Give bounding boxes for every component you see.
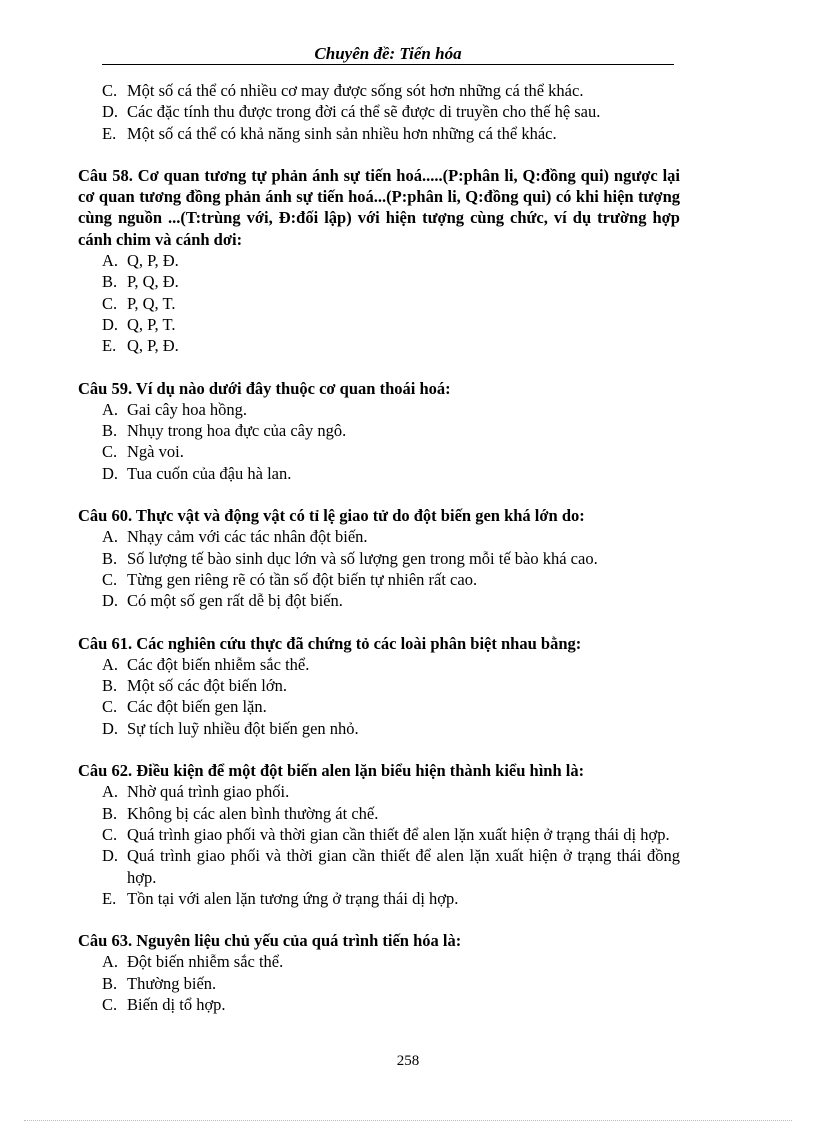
question-59 bbox=[78, 378, 680, 484]
question-63 bbox=[78, 930, 680, 1015]
option bbox=[78, 569, 680, 590]
option-text: Q, P, Đ. bbox=[127, 336, 179, 356]
option bbox=[78, 399, 680, 420]
option-letter: E. bbox=[102, 888, 117, 908]
question-61 bbox=[78, 633, 680, 739]
option-letter: D. bbox=[102, 102, 119, 122]
option-text: Tồn tại với alen lặn tương ứng ở trạng thái dị hợp. bbox=[127, 888, 459, 908]
option-text: Một số các đột biến lớn. bbox=[127, 676, 287, 696]
option bbox=[78, 994, 680, 1015]
option-text: Các đặc tính thu được trong đời cá thể sẽ được di truyền cho thế hệ sau. bbox=[127, 102, 601, 122]
option-text: Nhụy trong hoa đực của cây ngô. bbox=[127, 421, 347, 441]
option-letter: D. bbox=[102, 314, 119, 334]
option-letter: B. bbox=[102, 676, 118, 696]
option-text: P, Q, Đ. bbox=[127, 272, 179, 292]
option bbox=[78, 888, 680, 909]
option bbox=[78, 80, 680, 101]
option-text: Quá trình giao phối và thời gian cần thiết để alen lặn xuất hiện ở trạng thái dị hợp. bbox=[127, 824, 670, 844]
page-content bbox=[78, 80, 680, 1015]
option bbox=[78, 335, 680, 356]
option-text: Không bị các alen bình thường át chế. bbox=[127, 803, 379, 823]
page-header bbox=[102, 44, 674, 65]
option-letter: A. bbox=[102, 782, 119, 802]
question-stem: Câu 61. Các nghiên cứu thực đã chứng tỏ các loài phân biệt nhau bằng: bbox=[78, 633, 582, 653]
option bbox=[78, 718, 680, 739]
option-letter: C. bbox=[102, 442, 118, 462]
question-stem: Câu 62. Điều kiện để một đột biến alen lặn biểu hiện thành kiểu hình là: bbox=[78, 761, 585, 781]
option-letter: C. bbox=[102, 293, 118, 313]
option-text: Biến dị tổ hợp. bbox=[127, 994, 226, 1014]
option-letter: D. bbox=[102, 718, 119, 738]
option-letter: A. bbox=[102, 952, 119, 972]
option bbox=[78, 803, 680, 824]
option bbox=[78, 314, 680, 335]
option-text: Có một số gen rất dễ bị đột biến. bbox=[127, 591, 343, 611]
page-bottom-divider bbox=[24, 1120, 792, 1121]
option bbox=[78, 123, 680, 144]
question-60 bbox=[78, 505, 680, 611]
option-text: Một số cá thể có nhiều cơ may được sống sót hơn những cá thể khác. bbox=[127, 81, 584, 100]
option-text: Tua cuốn của đậu hà lan. bbox=[127, 463, 292, 483]
option bbox=[78, 441, 680, 462]
question-62 bbox=[78, 760, 680, 909]
option-letter: E. bbox=[102, 336, 117, 356]
question-stem: Câu 59. Ví dụ nào dưới đây thuộc cơ quan thoái hoá: bbox=[78, 378, 451, 398]
option bbox=[78, 548, 680, 569]
option-text: Ngà voi. bbox=[127, 442, 184, 462]
option bbox=[78, 824, 680, 845]
option-letter: C. bbox=[102, 81, 118, 100]
option-letter: C. bbox=[102, 569, 118, 589]
option-text: Gai cây hoa hồng. bbox=[127, 399, 248, 419]
option-letter: A. bbox=[102, 399, 119, 419]
option bbox=[78, 250, 680, 271]
option-text: Đột biến nhiễm sắc thể. bbox=[127, 952, 284, 972]
option-text: Quá trình giao phối và thời gian cần thiết để alen lặn xuất hiện ở trạng thái đồng hợp. bbox=[127, 846, 680, 887]
option-text: Các đột biến gen lặn. bbox=[127, 697, 267, 717]
option-letter: A. bbox=[102, 654, 119, 674]
question-58 bbox=[78, 165, 680, 357]
option-text: Số lượng tế bào sinh dục lớn và số lượng gen trong mỗi tế bào khá cao. bbox=[127, 548, 598, 568]
option bbox=[78, 420, 680, 441]
option-letter: D. bbox=[102, 463, 119, 483]
option bbox=[78, 293, 680, 314]
option-letter: C. bbox=[102, 824, 118, 844]
option-text: Sự tích luỹ nhiều đột biến gen nhỏ. bbox=[127, 718, 359, 738]
option bbox=[78, 101, 680, 122]
page-number: 258 bbox=[396, 1053, 420, 1069]
option-letter: C. bbox=[102, 697, 118, 717]
option-text: Từng gen riêng rẽ có tần số đột biến tự nhiên rất cao. bbox=[127, 569, 478, 589]
option-letter: D. bbox=[102, 846, 119, 866]
option-text: Các đột biến nhiễm sắc thể. bbox=[127, 654, 310, 674]
option-text: P, Q, T. bbox=[127, 293, 176, 313]
option-letter: B. bbox=[102, 548, 118, 568]
question-stem: Câu 63. Nguyên liệu chủ yếu của quá trình tiến hóa là: bbox=[78, 931, 462, 951]
option bbox=[78, 973, 680, 994]
option bbox=[78, 526, 680, 547]
option-letter: C. bbox=[102, 994, 118, 1014]
question-stem: Câu 60. Thực vật và động vật có tỉ lệ giao tử do đột biến gen khá lớn do: bbox=[78, 506, 585, 526]
option bbox=[78, 654, 680, 675]
option-text: Một số cá thể có khả năng sinh sản nhiều hơn những cá thể khác. bbox=[127, 123, 557, 143]
header-title: Chuyên đề: Tiến hóa bbox=[314, 44, 462, 63]
option-letter: B. bbox=[102, 421, 118, 441]
option-text: Thường biến. bbox=[127, 973, 217, 993]
option-text: Q, P, Đ. bbox=[127, 251, 179, 271]
option-letter: D. bbox=[102, 591, 119, 611]
option-letter: E. bbox=[102, 123, 117, 143]
option bbox=[78, 696, 680, 717]
option bbox=[78, 781, 680, 802]
continued-options bbox=[78, 80, 680, 144]
option-text: Nhạy cảm với các tác nhân đột biến. bbox=[127, 527, 368, 547]
option bbox=[78, 463, 680, 484]
option bbox=[78, 590, 680, 611]
option-text: Nhờ quá trình giao phối. bbox=[127, 782, 290, 802]
option bbox=[78, 271, 680, 292]
question-stem: Câu 58. Cơ quan tương tự phản ánh sự tiến hoá.....(P:phân li, Q:đồng qui) ngược lại cơ quan tương đồng phản ánh sự tiến hoá...(P:phân li, Q:đồng qui) có khi hiện tượng cùng nguồn ...(T:trùng với, Đ:đối lập) với hiện tượng cùng chức, ví dụ trường hợp cánh chim và cánh dơi: bbox=[78, 165, 680, 249]
option bbox=[78, 951, 680, 972]
option-text: Q, P, T. bbox=[127, 314, 176, 334]
option bbox=[78, 675, 680, 696]
option-letter: B. bbox=[102, 973, 118, 993]
option-letter: B. bbox=[102, 272, 118, 292]
option-letter: A. bbox=[102, 251, 119, 271]
option-letter: A. bbox=[102, 527, 119, 547]
option bbox=[78, 845, 680, 888]
option-letter: B. bbox=[102, 803, 118, 823]
